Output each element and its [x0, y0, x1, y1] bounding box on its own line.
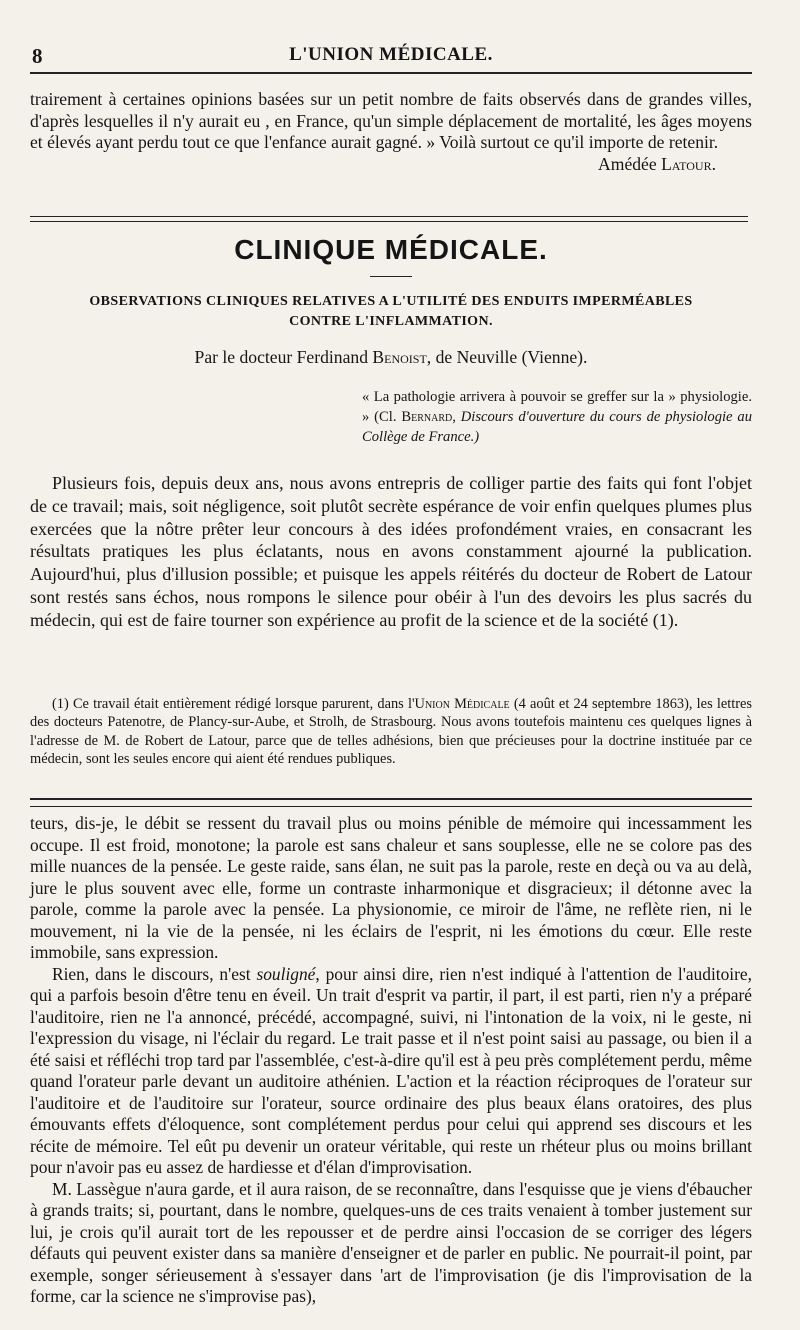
intro-block [30, 89, 752, 175]
author-name: Benoist [372, 347, 427, 367]
footnote-part-1: (1) Ce travail était entièrement rédigé lorsque parurent, dans l' [52, 696, 415, 712]
continuation-paragraph-1: teurs, dis-je, le débit se ressent du travail plus ou moins pénible de mémoire qui incessamment les occupe. Il est froid, monotone; la parole est sans chaleur et sans souplesse, elle ne se colore pas des mille nuances de la pensée. Le geste raide, sans élan, ne suit pas la parole, reste en deçà ou va au delà, jure le plus souvent avec elle, forme un contraste inharmonique et disgracieux; il détonne avec la parole, comme la parole avec la pensée. La physionomie, ce miroir de l'âme, ne reflète rien, ni le mouvement, ni la vie de la pensée, ni les éclairs de l'esprit, ni les émotions du cœur. Elle reste immobile, sans expression. [30, 813, 752, 962]
page-header [30, 44, 752, 74]
continuation-paragraph-2 [30, 964, 752, 1179]
epigraph-quote: « La pathologie arrivera à pouvoir se greffer sur la » physiologie. » (Cl. [362, 389, 752, 425]
main-body [30, 472, 752, 632]
epigraph [362, 387, 752, 447]
author-suffix: , de Neuville (Vienne). [426, 347, 588, 367]
intro-signature [30, 154, 716, 175]
section-title: CLINIQUE MÉDICALE. [234, 234, 548, 265]
author-prefix: Par le docteur Ferdinand [194, 347, 373, 367]
signature-first-name: Amédée [598, 154, 662, 175]
p2-emphasis: souligné [256, 963, 316, 984]
epigraph-cite-sep: , [452, 409, 461, 425]
article-subtitle [30, 292, 752, 332]
header-rule [30, 72, 752, 74]
article-author [30, 347, 752, 368]
signature-last-name: Latour. [661, 154, 716, 175]
subtitle-line-1: OBSERVATIONS CLINIQUES RELATIVES A L'UTILITÉ DES ENDUITS IMPERMÉABLES [89, 294, 693, 309]
footnote [30, 695, 752, 768]
continuation-block [30, 813, 752, 1308]
page-number: 8 [32, 44, 43, 68]
footnote-journal: Union Médicale [414, 696, 510, 712]
title-short-rule [370, 276, 412, 277]
section-separator-rule [30, 216, 748, 222]
continuation-paragraph-3: M. Lassègue n'aura garde, et il aura raison, de se reconnaître, dans l'esquisse que je viens d'ébaucher à grands traits; si, pourtant, dans le nombre, quelques-uns de ces traits venaient à tomber justement sur lui, je crois qu'il aurait tort de les repousser et de perdre ainsi l'occasion de se corriger des légers défauts qui peuvent exister dans sa manière d'enseigner et de parler en public. Ne pourrait-il point, par exemple, songer sérieusement à s'essayer dans 'art de l'improvisation (je dis l'improvisation de la forme, car la science ne s'improvise pas), [30, 1178, 752, 1306]
epigraph-cite-name: Bernard [401, 409, 453, 425]
footnote-part-2: (4 août et 24 septembre 1863), les lettres des docteurs Patenotre, de Plancy-sur-Aube, et Strolh, de Strasbourg. Nous avons toutefois maintenu ces quelques lignes à l'adresse de M. de Robert de Latour, parce que de telles adhésions, bien que précieuses pour la doctrine instituée par ce médecin, sont les seules encore qui aient été rendues publiques. [30, 696, 752, 767]
running-title: L'UNION MÉDICALE. [289, 44, 493, 65]
epigraph-cite-work: Discours d'ouverture du cours de physiologie au Collège de France.) [362, 409, 753, 445]
intro-paragraph: trairement à certaines opinions basées sur un petit nombre de faits observés dans de grandes villes, d'après lesquelles il n'y aurait eu , en France, qu'un simple déplacement de mortalité, les âges moyens et élevés ayant perdu tout ce que l'enfance aurait gagné. » Voilà surtout ce qu'il importe de retenir. [30, 89, 752, 153]
main-paragraph: Plusieurs fois, depuis deux ans, nous avons entrepris de colliger partie des faits qui font l'objet de ce travail; mais, soit négligence, soit plutôt secrète espérance de voir enfin quelques plumes plus exercées que la nôtre prêter leur concours à des idées profondément vraies, en consacrant les résultats pratiques les plus éclatants, nous en avons constamment ajourné la publication. Aujourd'hui, plus d'illusion possible; et puisque les appels réitérés du docteur de Robert de Latour sont restés sans échos, nous rompons le silence pour obéir à l'un des devoirs les plus sacrés du médecin, qui est de faire tourner son expérience au profit de la science et de la société (1). [30, 473, 752, 630]
subtitle-line-2: CONTRE L'INFLAMMATION. [289, 314, 493, 329]
p2-start: Rien, dans le discours, n'est [52, 963, 257, 984]
p2-rest: , pour ainsi dire, rien n'est indiqué à l'attention de l'auditoire, qui a parfois besoin d'être tenu en éveil. Un trait d'esprit va partir, il part, il est parti, rien n'y a préparé l'auditoire, rien ne l'a annoncé, précédé, accompagné, suivi, ni l'intonation de la voix, ni le geste, ni l'expression du visage, ni l'éclair du regard. Le trait passe et il n'est point saisi au passage, ou bien il a été saisi et réfléchi trop tard par l'assemblée, c'est-à-dire qu'il est à peu près complétement perdu, même quand l'orateur parle devant un auditoire athénien. L'action et la réaction réciproques de l'orateur sur l'auditoire et de l'auditoire sur l'orateur, source ordinaire des plus beaux élans oratoires, des plus émouvants effets d'éloquence, sont complétement perdus pour celui qui apprend ses discours et les récite de mémoire. Tel eût pu devenir un orateur véritable, qui reste un rhéteur plus ou moins brillant pour n'avoir pas eu assez de hardiesse et d'élan d'improvisation. [30, 963, 752, 1177]
column-separator-rule [30, 798, 752, 807]
